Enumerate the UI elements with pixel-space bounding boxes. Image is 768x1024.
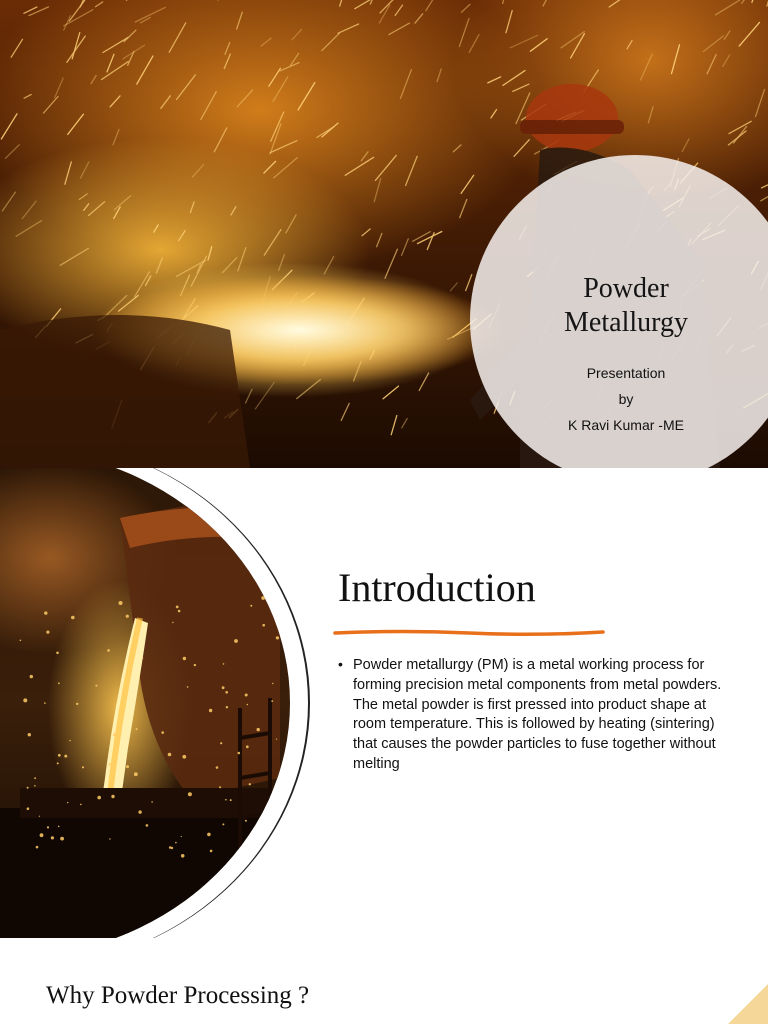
ember-dot <box>178 610 181 613</box>
ember-dot <box>262 624 265 627</box>
spark-streak <box>286 215 296 233</box>
ember-dot <box>247 704 249 706</box>
spark-streak <box>460 200 467 218</box>
ember-dot <box>76 703 78 705</box>
spark-streak <box>271 112 284 141</box>
ember-dot <box>210 850 213 853</box>
ember-dot <box>64 755 67 758</box>
spark-streak <box>161 96 170 109</box>
spark-streak <box>1 114 17 139</box>
spark-streak <box>391 416 397 435</box>
spark-streak <box>55 78 63 98</box>
spark-streak <box>338 24 359 33</box>
spark-streak <box>110 96 120 107</box>
ember-dot <box>230 799 232 801</box>
ember-dot <box>46 631 49 634</box>
spark-streak <box>190 202 194 213</box>
spark-streak <box>322 123 338 137</box>
spark-streak <box>322 33 340 50</box>
spark-streak <box>274 158 297 178</box>
spark-streak <box>491 110 497 118</box>
spark-streak <box>402 419 407 428</box>
spark-streak <box>261 38 271 46</box>
ember-dot <box>134 772 138 776</box>
ember-dot <box>111 795 114 798</box>
ember-dot <box>187 686 189 688</box>
why-powder-title: Why Powder Processing ? <box>46 982 310 1009</box>
ember-dot <box>234 639 238 643</box>
spark-streak <box>402 239 409 256</box>
spark-streak <box>355 0 382 9</box>
slide-why-powder <box>0 938 768 1024</box>
ember-dot <box>108 763 110 765</box>
spark-streak <box>341 403 349 420</box>
spark-streak <box>461 4 470 12</box>
spark-streak <box>137 56 153 84</box>
ember-dot <box>181 854 185 858</box>
spark-streak <box>225 43 230 55</box>
spark-streak <box>641 54 653 80</box>
ember-dot <box>27 787 29 789</box>
spark-streak <box>123 45 145 59</box>
ember-dot <box>27 807 30 810</box>
spark-streak <box>29 7 49 16</box>
ember-dot <box>58 682 60 684</box>
ember-dot <box>67 802 68 803</box>
ember-dot <box>257 728 260 731</box>
spark-streak <box>374 179 381 202</box>
spark-streak <box>716 0 744 15</box>
spark-streak <box>264 230 281 256</box>
spark-streak <box>292 29 302 40</box>
spark-streak <box>383 386 398 399</box>
ember-dot <box>219 786 221 788</box>
ember-dot <box>34 777 36 779</box>
spark-streak <box>707 55 716 74</box>
spark-streak <box>264 161 276 173</box>
spark-streak <box>415 14 423 23</box>
spark-streak <box>756 90 765 117</box>
ember-dot <box>44 702 46 704</box>
ember-dot <box>69 740 70 741</box>
spark-streak <box>389 23 409 34</box>
spark-streak <box>729 121 751 133</box>
ember-dot <box>47 826 49 828</box>
spark-streak <box>340 0 346 6</box>
ember-dot <box>271 700 273 702</box>
spark-streak <box>214 128 227 152</box>
ember-dot <box>136 728 138 730</box>
ember-dot <box>132 655 133 656</box>
spark-streak <box>724 31 730 39</box>
ember-dot <box>119 601 123 605</box>
spark-streak <box>231 207 236 215</box>
spark-streak <box>543 0 548 6</box>
spark-streak <box>298 83 315 110</box>
spark-streak <box>81 162 89 178</box>
spark-streak <box>16 221 41 237</box>
ember-dot <box>172 622 173 623</box>
spark-streak <box>418 232 442 244</box>
ember-dot <box>126 615 129 618</box>
spark-streak <box>238 248 246 271</box>
ember-dot <box>188 792 192 796</box>
ember-dot <box>20 640 22 642</box>
intro-bullet-text: Powder metallurgy (PM) is a metal working process for forming precision metal components from metal powders. The metal powder is first pressed into product shape at room temperature. This is followed by heating (sintering) that causes the powder particles to fuse together without melting <box>353 657 722 772</box>
spark-streak <box>506 11 512 33</box>
ember-dot <box>58 826 60 828</box>
ember-dot <box>245 694 248 697</box>
spark-streak <box>169 23 186 52</box>
spark-streak <box>762 178 768 188</box>
spark-streak <box>193 165 204 177</box>
spark-streak <box>530 39 547 51</box>
bullet-dot: • <box>338 656 343 672</box>
spark-streak <box>246 389 253 403</box>
spark-streak <box>734 127 747 144</box>
spark-streak <box>156 258 162 273</box>
ember-dot <box>95 685 97 687</box>
ember-dot <box>113 733 116 736</box>
ember-dot <box>245 820 247 822</box>
spark-streak <box>627 41 632 49</box>
spark-streak <box>22 201 36 219</box>
spark-streak <box>11 39 22 57</box>
ember-dot <box>276 739 277 740</box>
spark-streak <box>513 84 529 91</box>
molten-metal-pour-photo <box>0 468 290 938</box>
ember-dot <box>246 745 249 748</box>
spark-streak <box>453 145 461 152</box>
ember-dot <box>223 663 225 665</box>
spark-streak <box>703 36 723 52</box>
spark-streak <box>255 383 274 409</box>
subtitle-presentation: Presentation <box>586 365 666 381</box>
ember-dot <box>56 652 59 655</box>
spark-streak <box>5 145 19 159</box>
ember-dot <box>238 752 241 755</box>
ember-dot <box>138 810 141 813</box>
spark-streak <box>362 229 370 236</box>
intro-title: Introduction <box>338 565 536 610</box>
spark-streak <box>79 194 87 200</box>
spark-streak <box>324 257 333 274</box>
ember-dot <box>36 846 39 849</box>
spark-streak <box>459 19 469 47</box>
spark-streak <box>682 139 689 152</box>
spark-streak <box>571 34 585 58</box>
spark-streak <box>67 36 85 62</box>
ember-dot <box>57 762 59 764</box>
ember-dot <box>222 823 224 825</box>
spark-streak <box>345 157 373 175</box>
ember-dot <box>40 833 44 837</box>
spark-streak <box>385 249 397 278</box>
spark-streak <box>84 204 89 211</box>
spark-streak <box>269 68 281 86</box>
ember-dot <box>168 753 172 757</box>
spark-streak <box>375 155 396 180</box>
ember-dot <box>23 698 27 702</box>
subtitle-by: by <box>618 391 634 407</box>
ember-dot <box>39 816 40 817</box>
ember-dot <box>250 605 252 607</box>
spark-streak <box>107 54 114 72</box>
ember-dot <box>44 611 47 614</box>
spark-streak <box>361 152 368 161</box>
ember-dot <box>261 596 265 600</box>
ember-dot <box>161 731 164 734</box>
ember-dot <box>182 755 186 759</box>
ember-dot <box>207 833 211 837</box>
spark-streak <box>514 140 529 157</box>
slide-introduction <box>0 468 768 938</box>
ember-dot <box>58 754 61 757</box>
ember-dot <box>80 804 82 806</box>
slide-title <box>0 0 768 468</box>
ember-dot <box>249 783 251 785</box>
spark-streak <box>488 77 501 83</box>
spark-streak <box>739 22 759 46</box>
spark-streak <box>609 0 624 7</box>
spark-streak <box>208 247 212 260</box>
spark-streak <box>89 202 105 216</box>
spark-streak <box>237 90 252 107</box>
spark-streak <box>503 71 525 86</box>
spark-streak <box>413 232 431 242</box>
ember-dot <box>30 675 33 678</box>
spark-streak <box>201 92 216 120</box>
spark-streak <box>223 258 237 273</box>
spark-streak <box>135 7 165 22</box>
presentation-subtitle <box>540 360 712 438</box>
ember-dot <box>225 799 227 801</box>
ember-dot <box>183 657 186 660</box>
spark-streak <box>401 70 412 99</box>
spark-streak <box>761 189 768 201</box>
spark-streak <box>370 0 382 4</box>
spark-streak <box>280 63 299 71</box>
spark-streak <box>114 196 130 210</box>
ember-dot <box>60 837 64 841</box>
ember-dot <box>126 765 129 768</box>
ember-dot <box>209 709 212 712</box>
spark-streak <box>2 192 15 211</box>
ember-dot <box>107 649 110 652</box>
spark-streak <box>672 45 680 74</box>
spark-streak <box>124 30 136 42</box>
ember-dot <box>82 766 84 768</box>
ember-dot <box>216 766 219 769</box>
spark-streak <box>461 175 474 193</box>
spark-streak <box>179 231 186 241</box>
spark-streak <box>466 275 472 291</box>
spark-streak <box>60 248 88 265</box>
ember-dot <box>272 683 273 684</box>
spark-streak <box>377 233 382 246</box>
spark-streak <box>65 162 71 184</box>
ember-dot <box>226 706 228 708</box>
ember-dot <box>142 657 143 658</box>
spark-streak <box>154 225 159 232</box>
corner-accent <box>728 984 768 1024</box>
ember-dot <box>34 785 36 787</box>
spark-streak <box>469 35 479 53</box>
spark-streak <box>102 62 129 80</box>
spark-streak <box>426 0 435 11</box>
spark-streak <box>723 55 730 67</box>
spark-streak <box>24 95 31 99</box>
title-underline <box>333 628 605 638</box>
spark-streak <box>450 283 457 291</box>
spark-streak <box>395 5 402 15</box>
ember-dot <box>97 796 101 800</box>
ember-dot <box>220 742 222 744</box>
spark-streak <box>224 54 230 69</box>
presentation-title: Powder Metallurgy <box>564 273 688 338</box>
spark-streak <box>752 0 761 2</box>
spark-streak <box>279 255 285 271</box>
spark-streak <box>68 114 84 134</box>
spark-streak <box>44 97 58 114</box>
spark-streak <box>237 12 243 29</box>
spark-streak <box>437 69 441 82</box>
spark-streak <box>510 35 538 48</box>
spark-streak <box>64 10 93 26</box>
ember-dot <box>194 664 196 666</box>
ember-dot <box>146 824 149 827</box>
author-name: K Ravi Kumar -ME <box>568 417 684 433</box>
ember-dot <box>176 606 179 609</box>
spark-streak <box>103 38 128 53</box>
spark-streak <box>273 77 288 102</box>
spark-streak <box>113 129 119 144</box>
ember-dot <box>117 735 120 738</box>
ember-dot <box>51 836 54 839</box>
ember-dot <box>169 846 172 849</box>
ember-dot <box>276 636 279 639</box>
spark-streak <box>91 76 96 84</box>
ember-dot <box>71 616 75 620</box>
ember-dot <box>151 801 153 803</box>
ember-dot <box>28 733 31 736</box>
ember-dot <box>175 842 177 844</box>
ember-dot <box>225 691 228 694</box>
spark-streak <box>177 75 196 100</box>
spark-streak <box>419 373 428 391</box>
spark-streak <box>96 2 103 7</box>
ember-dot <box>222 686 225 689</box>
spark-streak <box>648 107 653 123</box>
spark-streak <box>406 156 418 185</box>
spark-streak <box>503 0 507 3</box>
spark-streak <box>80 0 92 7</box>
ember-dot <box>181 836 182 837</box>
ember-dot <box>109 838 110 839</box>
